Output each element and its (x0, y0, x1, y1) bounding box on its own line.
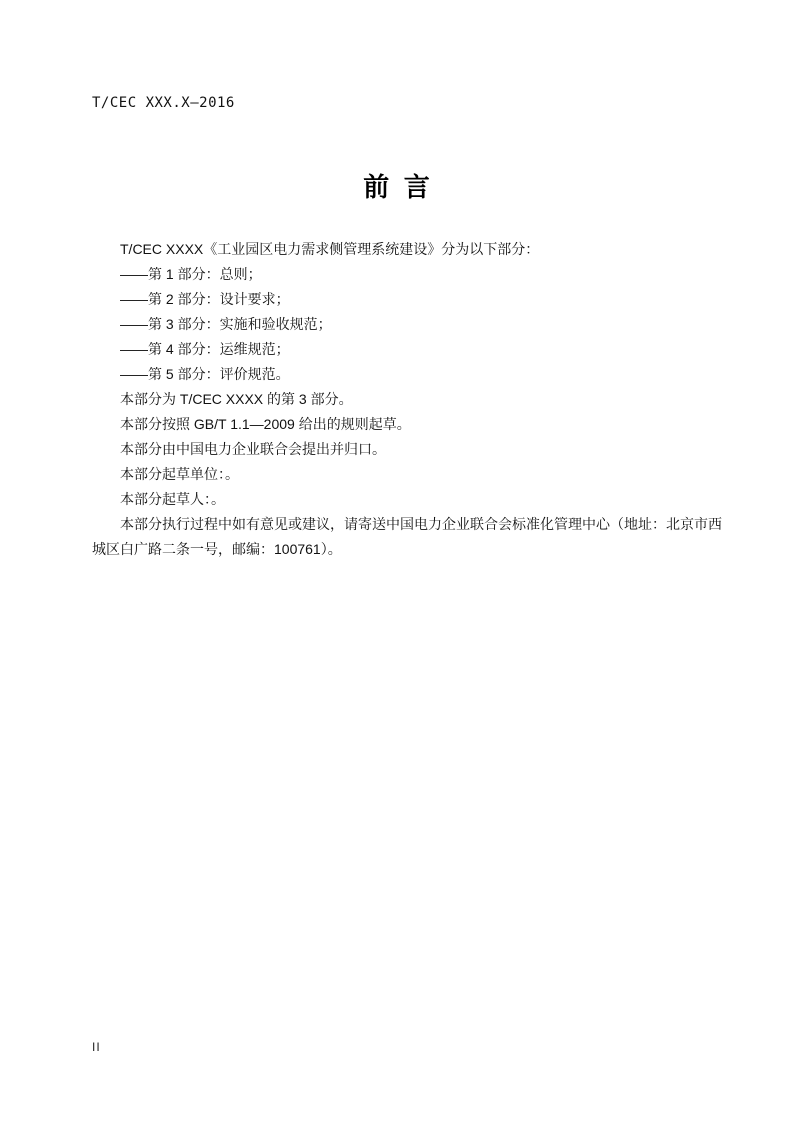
paragraph-part-3: ——第 3 部分：实施和验收规范； (120, 316, 332, 332)
paragraph-part-2: ——第 2 部分：设计要求； (120, 291, 290, 307)
foreword-title: 前 言 (363, 172, 430, 202)
paragraph-part-5: ——第 5 部分：评价规范。 (120, 366, 290, 382)
paragraph-proposed-by: 本部分由中国电力企业联合会提出并归口。 (120, 441, 386, 457)
paragraph-feedback: 本部分执行过程中如有意见或建议，请寄送中国电力企业联合会标准化管理中心（地址：北京市西城区白广路二条一号，邮编：100761）。 (92, 516, 722, 557)
paragraph-drafters: 本部分起草人：。 (120, 491, 225, 507)
paragraph-drafting-org: 本部分起草单位：。 (120, 466, 239, 482)
standard-number-header: T/CEC XXX.X—2016 (92, 95, 235, 111)
paragraph-this-part: 本部分为 T/CEC XXXX 的第 3 部分。 (120, 391, 353, 407)
paragraph-part-4: ——第 4 部分：运维规范； (120, 341, 290, 357)
paragraph-intro: T/CEC XXXX《工业园区电力需求侧管理系统建设》分为以下部分： (120, 241, 540, 257)
paragraph-drafting-rule: 本部分按照 GB/T 1.1—2009 给出的规则起草。 (120, 416, 411, 432)
foreword-body (92, 237, 732, 562)
paragraph-part-1: ——第 1 部分：总则； (120, 266, 262, 282)
page-number: II (92, 1040, 101, 1054)
